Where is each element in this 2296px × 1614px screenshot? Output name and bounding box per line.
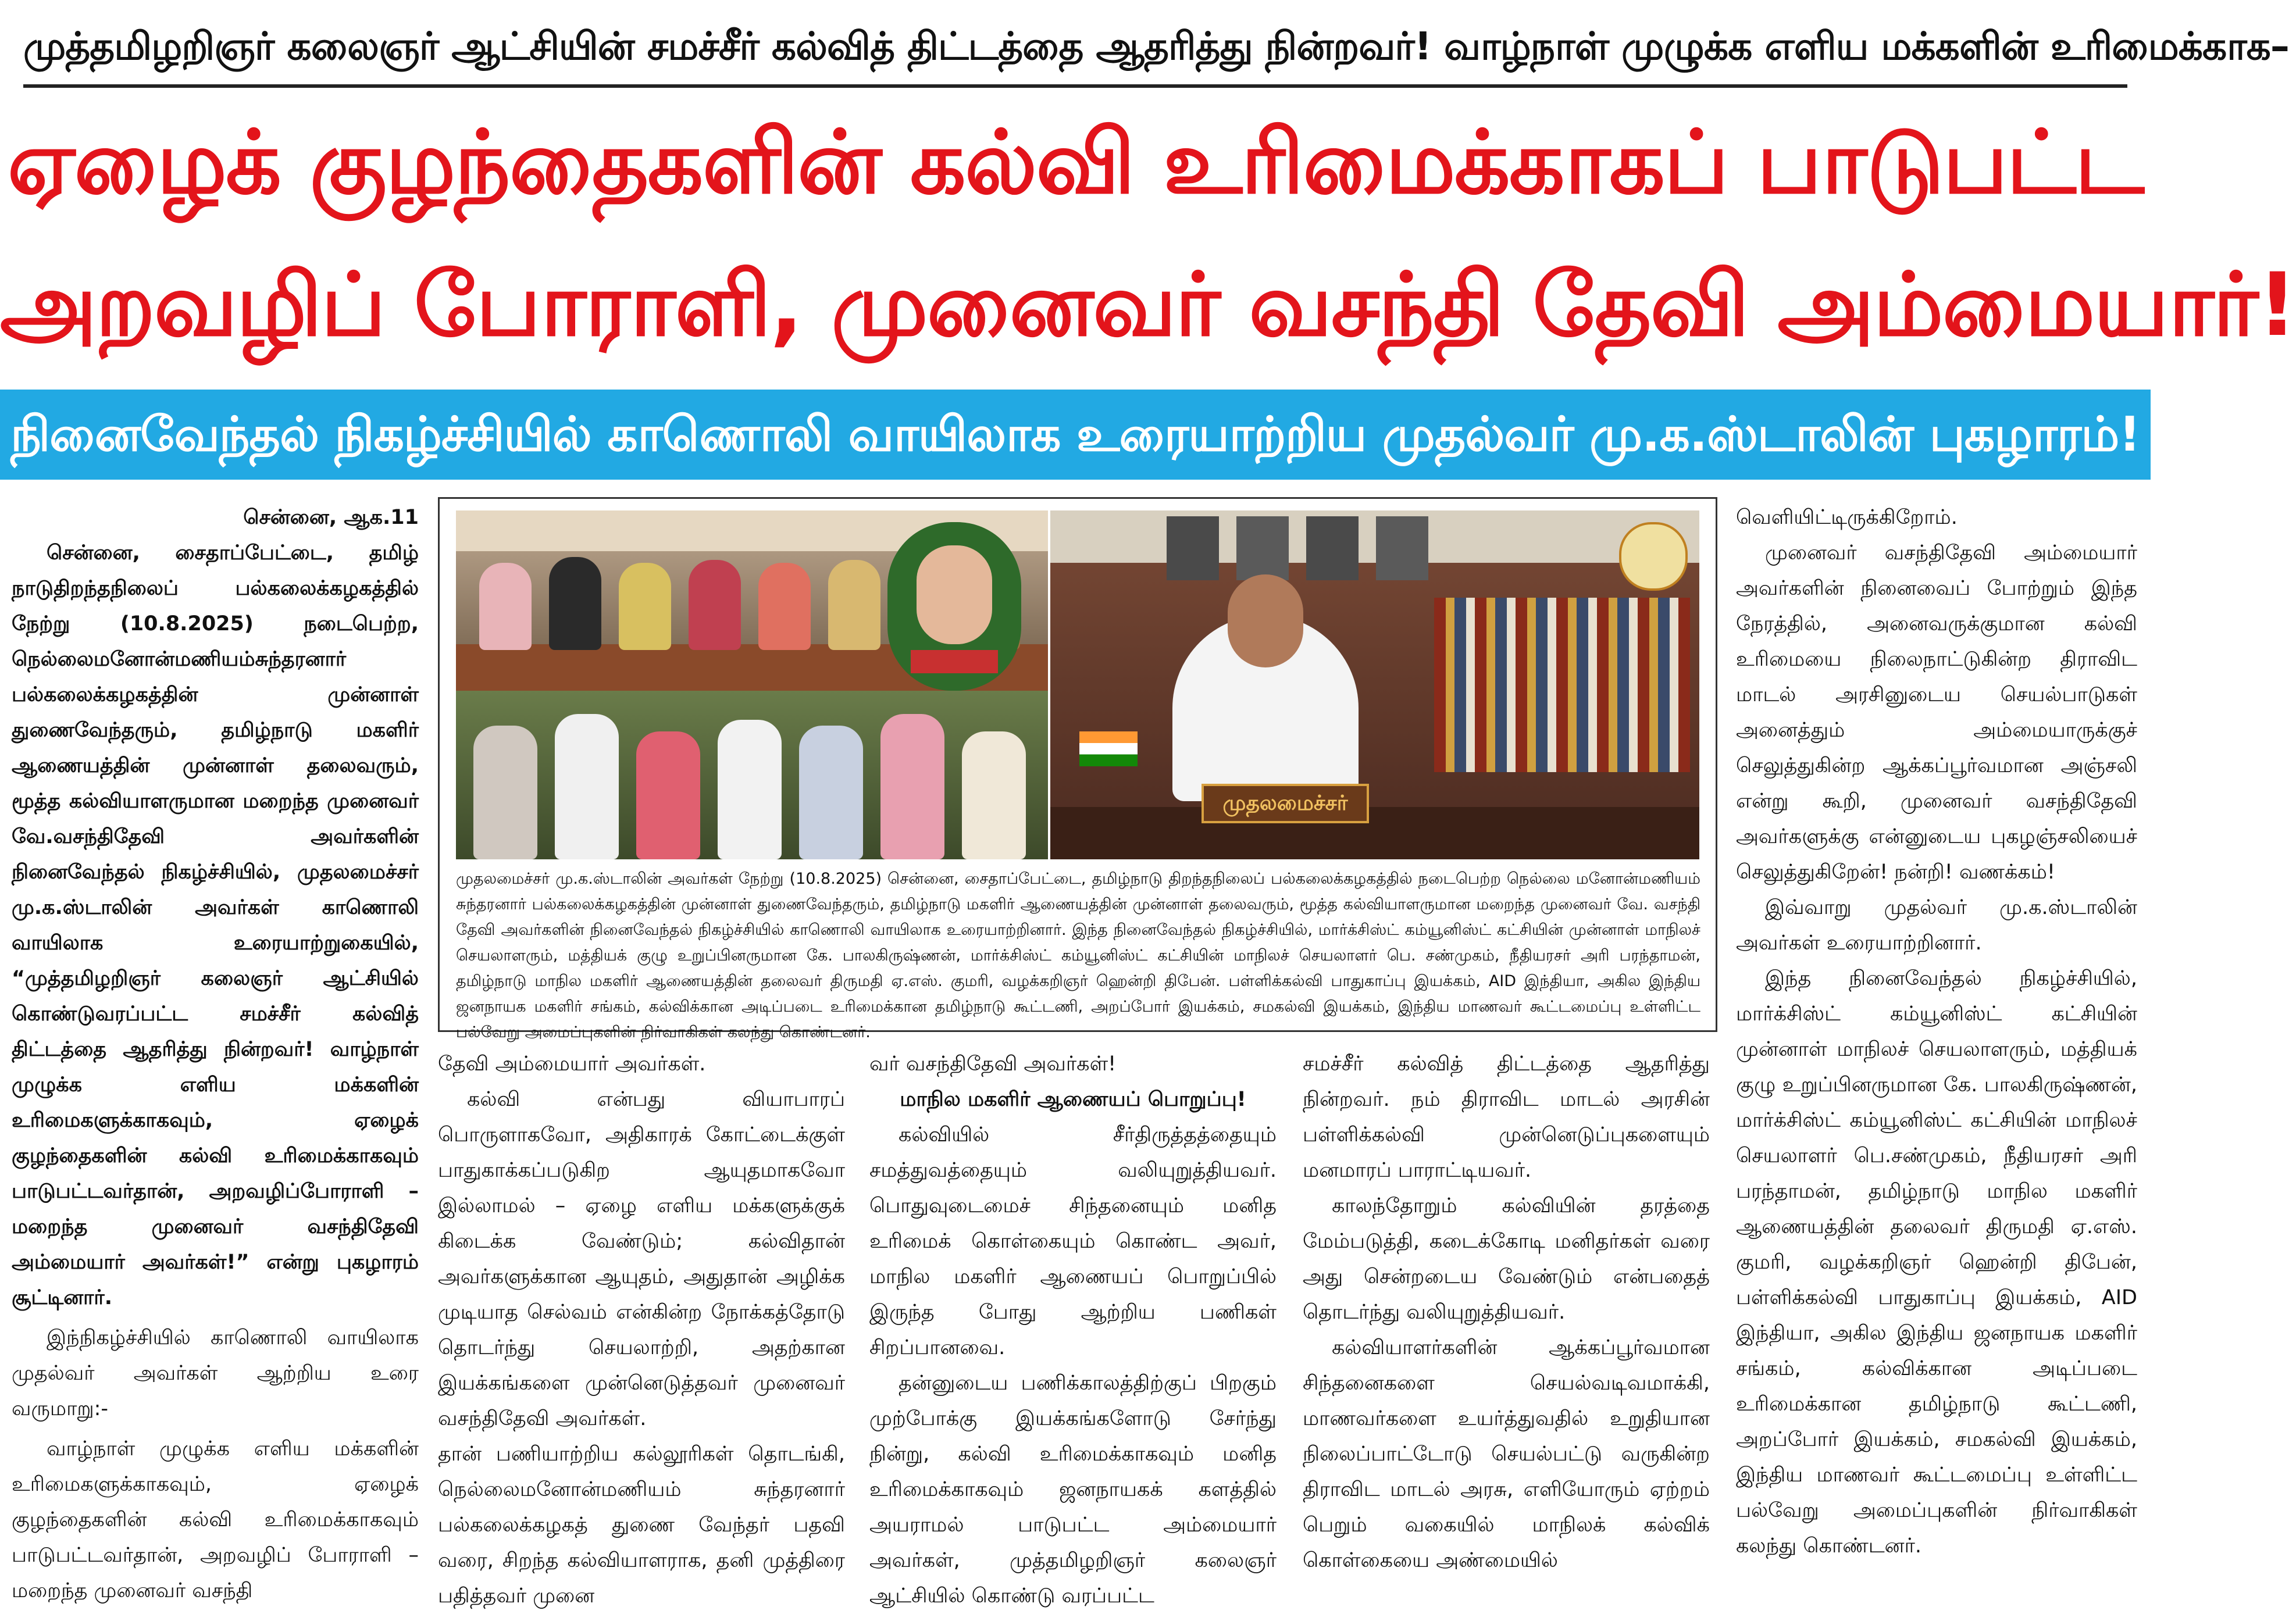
person-figure — [1172, 615, 1359, 801]
paragraph: வாழ்நாள் முழுக்க எளிய மக்களின் உரிமைகளுக்காகவும், ஏழைக் குழந்தைகளின் கல்வி உரிமைக்காகவும் பாடுபட்டவர்தான், அறவழிப் போராளி – மறைந்த முனைவர் வசந்தி — [12, 1437, 419, 1602]
paragraph: தான் பணியாற்றிய கல்லூரிகள் தொடங்கி, நெல்லைமனோன்மணியம் சுந்தரனார் பல்கலைக்கழகத் துணை வேந்தர் பதவி வரை, சிறந்த கல்வியாளராக, தனி முத்திரை பதித்தவர் முனை — [438, 1442, 845, 1608]
flag-icon — [1079, 731, 1138, 766]
portrait-frame — [1306, 516, 1359, 580]
paragraph: முனைவர் வசந்திதேவி அம்மையார் அவர்களின் நினைவைப் போற்றும் இந்த நேரத்தில், அனைவருக்குமான கல்வி உரிமையை நிலைநாட்டுகின்ற திராவிட மாடல் அரசினுடைய செயல்பாடுகள் அனைத்தும் அம்மையாருக்குச் செலுத்துகின்ற ஆக்கப்பூர்வமான அஞ்சலி என்று கூறி, முனைவர் வசந்திதேவி அவர்களுக்கு என்னுடைய புகழஞ்சலியைச் செலுத்துகிறேன்! நன்றி! வணக்கம்! — [1736, 541, 2137, 884]
paragraph: வர் வசந்திதேவி அவர்கள்! — [869, 1052, 1117, 1076]
paragraph: தன்னுடைய பணிக்காலத்திற்குப் பிறகும் முற்போக்கு இயக்கங்களோடு சேர்ந்து நின்று, கல்வி உரிமைக்காகவும் மனித உரிமைக்காகவும் ஜனநாயகக் களத்தில் அயராமல் பாடுபட்ட அம்மையார் அவர்கள், முத்தமிழறிஞர் கலைஞர் ஆட்சியில் கொண்டு வரப்பட்ட — [869, 1372, 1277, 1608]
bookshelf — [1434, 598, 1690, 772]
article-column-5 — [1736, 500, 2137, 1564]
photo-box — [438, 497, 1717, 1041]
portrait-frame — [1376, 516, 1428, 580]
article-column-2 — [438, 1047, 845, 1614]
subhead: மாநில மகளிர் ஆணையப் பொறுப்பு! — [900, 1088, 1246, 1111]
portrait-wreath — [887, 522, 1021, 691]
headline-line-2: அறவழிப் போராளி, முனைவர் வசந்தி தேவி அம்மையார்! — [0, 255, 2296, 356]
chief-minister-video-photo — [1050, 510, 1699, 859]
portrait-frame — [1236, 516, 1289, 580]
deck-banner: நினைவேந்தல் நிகழ்ச்சியில் காணொலி வாயிலாக உரையாற்றிய முதல்வர் மு.க.ஸ்டாலின் புகழாரம்! — [0, 390, 2151, 480]
paragraph: காலந்தோறும் கல்வியின் தரத்தை மேம்படுத்தி, கடைக்கோடி மனிதர்கள் வரை அது சென்றடைய வேண்டும் என்பதைத் தொடர்ந்து வலியுறுத்தியவர். — [1303, 1194, 1710, 1324]
paragraph: கல்வி என்பது வியாபாரப் பொருளாகவோ, அதிகாரக் கோட்டைக்குள் பாதுகாக்கப்படுகிற ஆயுதமாகவோ இல்லாமல் – ஏழை எளிய மக்களுக்குக் கிடைக்க வேண்டும்; கல்விதான் அவர்களுக்கான ஆயுதம், அதுதான் அழிக்க முடியாத செல்வம் என்கின்ற நோக்கத்தோடு தொடர்ந்து செயலாற்றி, அதற்கான இயக்கங்களை முன்னெடுத்தவர் முனைவர் வசந்திதேவி அவர்கள். — [438, 1088, 845, 1430]
article-column-4 — [1303, 1047, 1710, 1579]
lead-paragraph: சென்னை, சைதாப்பேட்டை, தமிழ் நாடுதிறந்தநிலைப் பல்கலைக்கழகத்தில் நேற்று (10.8.2025) நடைபெற்ற, நெல்லைமனோன்மணியம்சுந்தரனார் பல்கலைக்கழகத்தின் முன்னாள் துணைவேந்தரும், தமிழ்நாடு மகளிர் ஆணையத்தின் முன்னாள் தலைவரும், மூத்த கல்வியாளருமான மறைந்த முனைவர் வே.வசந்திதேவி அவர்களின் நினைவேந்தல் நிகழ்ச்சியில், முதலமைச்சர் மு.க.ஸ்டாலின் அவர்கள் காணொலி வாயிலாக உரையாற்றுகையில், “முத்தமிழறிஞர் கலைஞர் ஆட்சியில் கொண்டுவரப்பட்ட சமச்சீர் கல்வித் திட்டத்தை ஆதரித்து நின்றவர்! வாழ்நாள் முழுக்க எளிய மக்களின் உரிமைகளுக்காகவும், ஏழைக் குழந்தைகளின் கல்வி உரிமைக்காகவும் பாடுபட்டவர்தான், அறவழிப்போராளி – மறைந்த முனைவர் வசந்திதேவி அம்மையார் அவர்கள்!” என்று புகழாரம் சூட்டினார். — [12, 541, 419, 1309]
headline-line-1: ஏழைக் குழந்தைகளின் கல்வி உரிமைக்காகப் பாடுபட்ட — [7, 112, 2144, 213]
paragraph: இந்நிகழ்ச்சியில் காணொலி வாயிலாக முதல்வர் அவர்கள் ஆற்றிய உரை வருமாறு:- — [12, 1326, 419, 1420]
article-column-1 — [12, 500, 419, 1609]
nameplate: முதலமைச்சர் — [1202, 784, 1369, 823]
paragraph: வெளியிட்டிருக்கிறோம். — [1736, 506, 1958, 529]
paragraph: இந்த நினைவேந்தல் நிகழ்ச்சியில், மார்க்சிஸ்ட் கம்யூனிஸ்ட் கட்சியின் முன்னாள் மாநிலச் செயலாளரும், மத்தியக் குழு உறுப்பினருமான கே. பாலகிருஷ்ணன், மார்க்சிஸ்ட் கம்யூனிஸ்ட் கட்சியின் மாநிலச் செயலாளர் பெ.சண்முகம், நீதியரசர் அரி பரந்தாமன், தமிழ்நாடு மாநில மகளிர் ஆணையத்தின் தலைவர் திருமதி ஏ.எஸ். குமரி, வழக்கறிஞர் ஹென்றி திபேன், பள்ளிக்கல்வி பாதுகாப்பு இயக்கம், AID இந்தியா, அகில இந்திய ஜனநாயக மகளிர் சங்கம், கல்விக்கான அடிப்படை உரிமைக்கான தமிழ்நாடு கூட்டணி, அறப்போர் இயக்கம், சமகல்வி இயக்கம், இந்திய மாணவர் கூட்டமைப்பு உள்ளிட்ட பல்வேறு அமைப்புகளின் நிர்வாகிகள் கலந்து கொண்டனர். — [1736, 967, 2137, 1558]
emblem-icon — [1619, 522, 1688, 591]
paragraph: சமச்சீர் கல்வித் திட்டத்தை ஆதரித்து நின்றவர். நம் திராவிட மாடல் அரசின் பள்ளிக்கல்வி முன்னெடுப்புகளையும் மனமாரப் பாராட்டியவர். — [1303, 1052, 1710, 1182]
dateline: சென்னை, ஆக.11 — [243, 506, 419, 529]
portrait-photo — [917, 545, 992, 644]
paragraph: கல்வியில் சீர்திருத்தத்தையும் சமத்துவத்தையும் வலியுறுத்தியவர். பொதுவுடைமைச் சிந்தனையும் மனித உரிமைக் கொள்கையும் கொண்ட அவர், மாநில மகளிர் ஆணையப் பொறுப்பில் இருந்த போது ஆற்றிய பணிகள் சிறப்பானவை. — [869, 1123, 1277, 1359]
paragraph: தேவி அம்மையார் அவர்கள். — [438, 1052, 706, 1076]
paragraph: கல்வியாளர்களின் ஆக்கப்பூர்வமான சிந்தனைகளை செயல்வடிவமாக்கி, மாணவர்களை உயர்த்துவதில் உறுதியான நிலைப்பாட்டோடு செயல்பட்டு வருகின்ற திராவிட மாடல் அரசு, எளியோரும் ஏற்றம் பெறும் வகையில் மாநிலக் கல்விக் கொள்கையை அண்மையில் — [1303, 1336, 1710, 1572]
portrait-frame — [1167, 516, 1219, 580]
paragraph: இவ்வாறு முதல்வர் மு.க.ஸ்டாலின் அவர்கள் உரையாற்றினார். — [1736, 896, 2137, 955]
article-column-3 — [869, 1047, 1277, 1614]
audience-photo — [456, 691, 1048, 859]
kicker-line: முத்தமிழறிஞர் கலைஞர் ஆட்சியின் சமச்சீர் கல்வித் திட்டத்தை ஆதரித்து நின்றவர்! வாழ்நாள் முழுக்க எளிய மக்களின் உரிமைக்காக– — [23, 24, 2289, 69]
photo-caption: முதலமைச்சர் மு.க.ஸ்டாலின் அவர்கள் நேற்று (10.8.2025) சென்னை, சைதாப்பேட்டை, தமிழ்நாடு திறந்தநிலைப் பல்கலைக்கழகத்தில் நடைபெற்ற நெல்லை மனோன்மணியம் சுந்தரனார் பல்கலைக்கழகத்தின் முன்னாள் துணைவேந்தரும், தமிழ்நாடு மகளிர் ஆணையத்தின் முன்னாள் தலைவரும், மூத்த கல்வியாளருமான மறைந்த முனைவர் வே. வசந்தி தேவி அவர்களின் நினைவேந்தல் நிகழ்ச்சியில் காணொலி வாயிலாக உரையாற்றினார். இந்த நினைவேந்தல் நிகழ்ச்சியில், மார்க்சிஸ்ட் கம்யூனிஸ்ட் கட்சியின் முன்னாள் மாநிலச் செயலாளரும், மத்தியக் குழு உறுப்பினருமான கே. பாலகிருஷ்ணன், மார்க்சிஸ்ட் கம்யூனிஸ்ட் கட்சியின் மாநிலச் செயலாளர் பெ. சண்முகம், நீதியரசர் அரி பரந்தாமன், தமிழ்நாடு மாநில மகளிர் ஆணையத்தின் தலைவர் திருமதி ஏ.எஸ். குமரி, வழக்கறிஞர் ஹென்றி திபேன். பள்ளிக்கல்வி பாதுகாப்பு இயக்கம், AID இந்தியா, அகில இந்திய ஜனநாயக மகளிர் சங்கம், கல்விக்கான அடிப்படை உரிமைக்கான தமிழ்நாடு கூட்டணி, அறப்போர் இயக்கம், சமகல்வி இயக்கம், இந்திய மாணவர் கூட்டமைப்பு உள்ளிட்ட பல்வேறு அமைப்புகளின் நிர்வாகிகள் கலந்து கொண்டனர். — [456, 870, 1700, 1041]
kicker-rule — [23, 84, 2127, 88]
